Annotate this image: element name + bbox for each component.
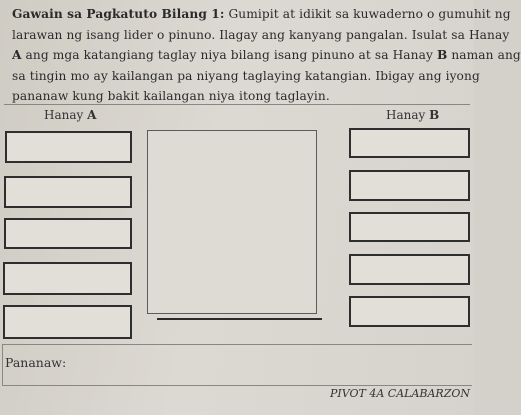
hanay-b-ref: B bbox=[436, 48, 448, 62]
hanay-a-letter: A bbox=[87, 108, 97, 122]
hanay-b-box-2[interactable] bbox=[349, 170, 470, 201]
section-divider bbox=[4, 104, 470, 105]
hanay-a-box-2[interactable] bbox=[4, 176, 132, 208]
instructions-line-3 bbox=[12, 45, 521, 66]
leader-picture-area[interactable] bbox=[147, 130, 317, 314]
instructions-paragraph bbox=[12, 4, 521, 107]
hanay-a-box-3[interactable] bbox=[4, 218, 132, 249]
hanay-b-prefix: Hanay bbox=[386, 108, 430, 122]
hanay-b-box-4[interactable] bbox=[349, 254, 470, 285]
hanay-b-heading bbox=[386, 108, 439, 122]
instructions-line-2: larawan ng isang lider o pinuno. Ilagay ang kanyang pangalan. Isulat sa Hanay bbox=[12, 27, 510, 42]
instructions-line-1 bbox=[12, 4, 511, 25]
hanay-b-box-1[interactable] bbox=[349, 128, 470, 158]
hanay-b-box-3[interactable] bbox=[349, 212, 470, 242]
pananaw-label: Pananaw: bbox=[5, 355, 67, 370]
instructions-line-5: pananaw kung bakit kailangan niya itong taglayin. bbox=[12, 89, 330, 103]
hanay-a-prefix: Hanay bbox=[44, 108, 88, 122]
hanay-a-box-1[interactable] bbox=[5, 131, 132, 163]
instructions-line-3-mid: ang mga katangiang taglay niya bilang isang pinuno at sa Hanay bbox=[21, 48, 437, 62]
hanay-a-heading bbox=[44, 108, 96, 122]
activity-title: Gawain sa Pagkatuto Bilang 1: bbox=[12, 7, 225, 21]
hanay-b-letter: B bbox=[429, 108, 440, 122]
hanay-a-box-4[interactable] bbox=[3, 262, 132, 295]
hanay-a-box-5[interactable] bbox=[3, 305, 132, 339]
footer-text: PIVOT 4A CALABARZON bbox=[330, 387, 470, 400]
instructions-line-3-end: naman ang bbox=[447, 48, 521, 62]
hanay-b-box-5[interactable] bbox=[349, 296, 470, 327]
hanay-a-ref: A bbox=[12, 48, 22, 62]
instructions-line-4: sa tingin mo ay kailangan pa niyang taglaying katangian. Ibigay ang iyong bbox=[12, 68, 480, 83]
pananaw-box[interactable] bbox=[2, 344, 472, 386]
leader-name-line[interactable] bbox=[157, 318, 322, 320]
instructions-line-1-text: Gumipit at idikit sa kuwaderno o gumuhit ng bbox=[224, 7, 511, 21]
